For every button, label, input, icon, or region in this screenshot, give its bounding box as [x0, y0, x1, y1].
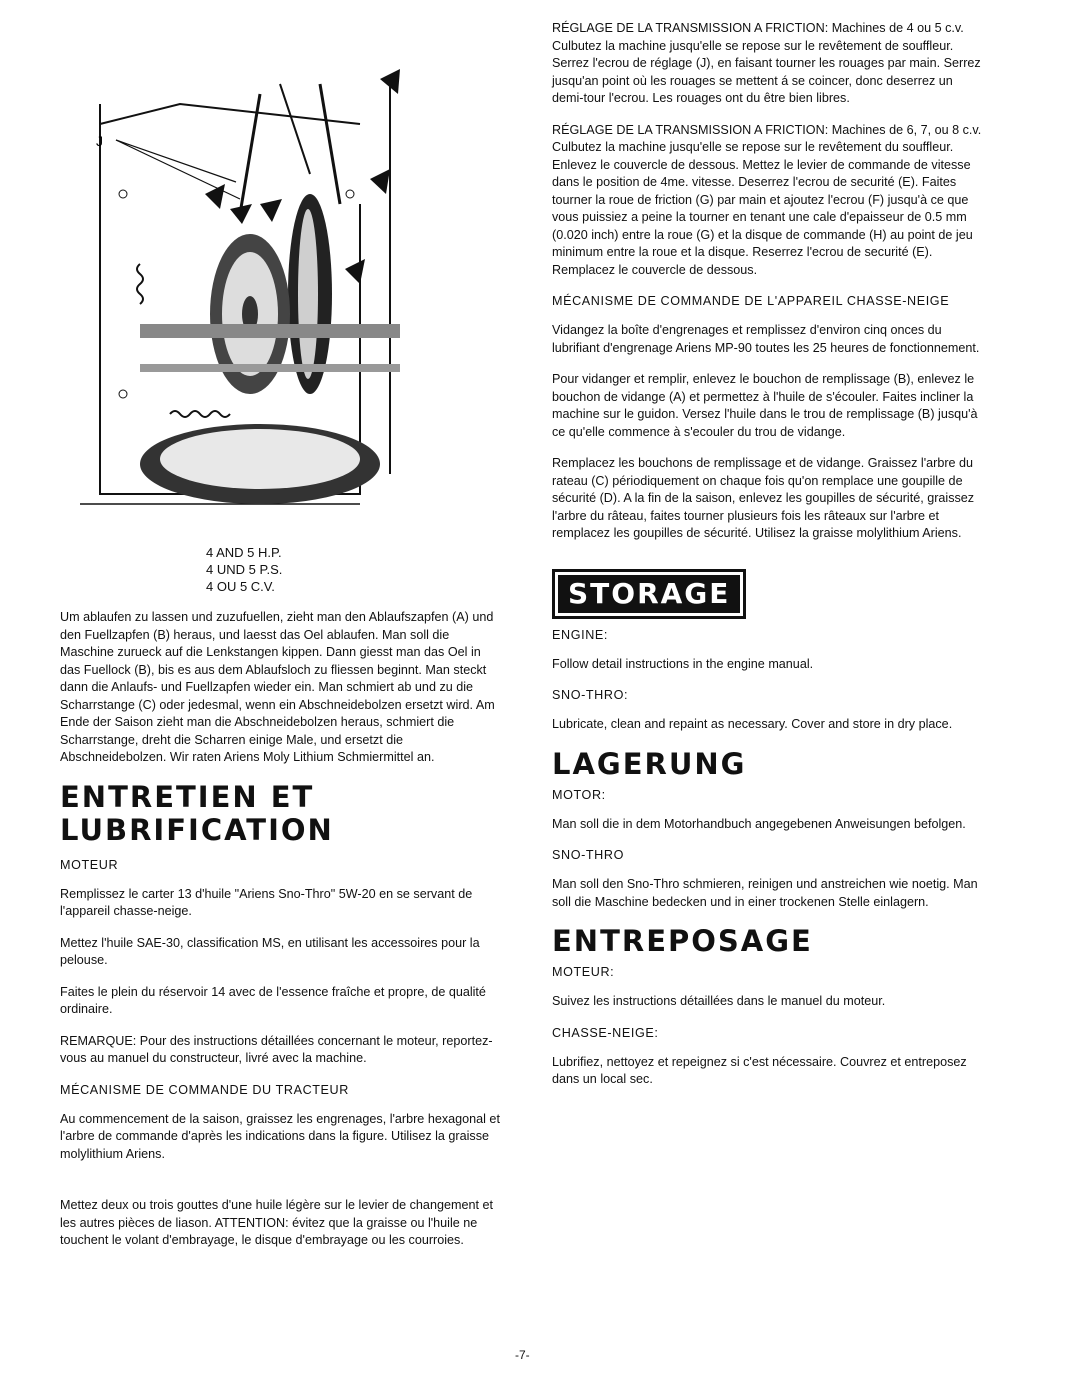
moteur-paragraph-1: Remplissez le carter 13 d'huile "Ariens Sno-Thro" 5W-20 en se servant de l'appareil chasse-neige.: [60, 886, 473, 918]
remarque-paragraph: REMARQUE: Pour des instructions détaillées concernant le moteur, reportez-vous au manuel du constructeur, livré avec la machine.: [60, 1033, 493, 1065]
lagerung-heading: LAGERUNG: [552, 746, 747, 781]
chasse-body: Lubrifiez, nettoyez et repeignez si c'est nécessaire. Couvrez et entreposez dans un local sec.: [552, 1054, 967, 1086]
snothro-label: SNO-THRO:: [552, 688, 629, 702]
figure-label-j: J: [96, 133, 103, 149]
caption-line-fr: 4 OU 5 C.V.: [206, 579, 275, 594]
motor-body: Man soll die in dem Motorhandbuch angegebenen Anweisungen befolgen.: [552, 816, 966, 831]
figure-caption: [206, 544, 500, 595]
transmission-illustration: [60, 64, 430, 534]
engine-body: Follow detail instructions in the engine manual.: [552, 656, 814, 671]
chasse-label: CHASSE-NEIGE:: [552, 1025, 659, 1040]
snothro-de-label: SNO-THRO: [552, 848, 624, 862]
tracteur-title: MÉCANISME DE COMMANDE DU TRACTEUR: [60, 1082, 349, 1097]
mecanisme-title: MÉCANISME DE COMMANDE DE L'APPAREIL CHASSE-NEIGE: [552, 294, 950, 308]
reglage-1: [552, 20, 982, 108]
tracteur-paragraph-2: Mettez deux ou trois gouttes d'une huile légère sur le levier de changement et les autres pièces de liason. ATTENTION: évitez que la graisse ou l'huile ne touchent le volant d'embrayage, le disque d'embrayage ou les courroies.: [60, 1198, 493, 1247]
right-column: [552, 20, 982, 1103]
mecanisme-paragraph-1: Vidangez la boîte d'engrenages et remplissez d'environ cinq onces du lubrifiant d'engrenage Ariens MP-90 toutes les 25 heures de fonctionnement.: [552, 323, 980, 355]
entretien-heading: [60, 781, 500, 847]
caption-line-de: 4 UND 5 P.S.: [206, 562, 283, 577]
snothro-body: Lubricate, clean and repaint as necessary. Cover and store in dry place.: [552, 717, 953, 731]
tracteur-paragraph-1: Au commencement de la saison, graissez les engrenages, l'arbre hexagonal et l'arbre de commande d'après les indications dans la figure. Utilisez la graisse molylithium Ariens.: [60, 1111, 500, 1161]
transmission-drawing: [60, 64, 430, 534]
caption-line-en: 4 AND 5 H.P.: [206, 545, 282, 560]
moteur-storage-label: MOTEUR:: [552, 965, 615, 979]
reglage-2-body: Machines de 6, 7, ou 8 c.v. Culbutez la machine jusqu'elle se repose sur le revêtement du souffleur. Enlevez le couvercle de dessous. Mettez le levier de commande de vitesse dans le position de 4me. vitesse. Deserrez l'ecrou de securité (E). Faites tourner la roue de friction (G) par main et ajoutez l'ecrou (F) jusqu'à ce que vous puissiez a peine la tourner en tenant une cale d'epaisseur de 0.5 mm (0.020 inch) entre la roue (G) et la disque de commande (H) au point de jeu minimum entre la roue et la disque. Reserrez l'ecrou de securité (E). Remplacez le couvercle de dessous.: [552, 122, 982, 277]
left-column: [60, 20, 500, 1264]
moteur-paragraph-3: Faites le plein du réservoir 14 avec de l'essence fraîche et propre, de qualité ordinaire.: [60, 984, 486, 1016]
heading-line-1: ENTRETIEN ET: [60, 779, 315, 814]
engine-label: ENGINE:: [552, 627, 608, 642]
storage-heading-box: [552, 569, 746, 619]
page-number: -7-: [515, 1348, 530, 1362]
storage-heading: STORAGE: [558, 575, 740, 613]
reglage-1-title: RÉGLAGE DE LA TRANSMISSION A FRICTION:: [552, 21, 829, 35]
heading-line-2: LUBRIFICATION: [60, 812, 334, 847]
german-oil-paragraph: Um ablaufen zu lassen und zuzufuellen, zieht man den Ablaufszapfen (A) und den Fuellzapfen (B) heraus, und laesst das Oel ablaufen. Man soll die Maschine zurueck auf die Lenkstangen kippen. Dann giesst man das Oel in das Fuellock (B), bis es aus dem Ablaufsloch zu fliessen beginnt. Man steckt dann die Anlaufs- und Fuellzapfen wieder ein. Man schmiert ab und zu die Scharrstange (C) oder jedesmal, wenn ein Abschneidebolzen ersetzt wird. Am Ende der Saison zieht man die Abschneidebolzen heraus, schmiert die Scharrstange, dreht die Scharren einige Male, und ersetzt die Abschneidebolzen. Wir raten Ariens Moly Lithium Schmiermittel an.: [60, 610, 495, 764]
reglage-2: [552, 122, 982, 280]
moteur-label: MOTEUR: [60, 857, 119, 872]
reglage-2-title: RÉGLAGE DE LA TRANSMISSION A FRICTION:: [552, 122, 829, 137]
snothro-de-body: Man soll den Sno-Thro schmieren, reinigen und anstreichen wie noetig. Man soll die Maschine bedecken und in einer trockenen Stelle einlagern.: [552, 877, 978, 909]
reglage-1-body: Machines de 4 ou 5 c.v. Culbutez la machine jusqu'elle se repose sur le revêtement de souffleur. Serrez l'ecrou de réglage (J), en faisant tourner les rouages par main. Serrez jusqu'an point où les rouages se mettent á se coincer, donc deserrez un demi-tour l'ecrou. Les rouages ont du être bien libres.: [552, 21, 981, 105]
entreposage-heading: ENTREPOSAGE: [552, 924, 813, 958]
mecanisme-paragraph-2: Pour vidanger et remplir, enlevez le bouchon de remplissage (B), enlevez le bouchon de vidange (A) et permettez à l'huile de s'écouler. Faites incliner la machine sur le guidon. Versez l'huile dans le trou de remplissage (B) jusqu'à ce qu'elle commence à s'ecouler du trou de vidange.: [552, 372, 978, 439]
motor-label: MOTOR:: [552, 787, 606, 802]
moteur-storage-body: Suivez les instructions détaillées dans le manuel du moteur.: [552, 994, 886, 1008]
mecanisme-paragraph-3: Remplacez les bouchons de remplissage et de vidange. Graissez l'arbre du rateau (C) périodiquement on chaque fois qu'on remplace une goupille de sécurité (D). A la fin de la saison, enlevez les goupilles de sécurité, graissez l'arbre du râteau, faites tourner plusieurs fois les râteaux sur l'arbre et remplacez les goupilles de sécurité. Utilisez la graisse molylithium Ariens.: [552, 456, 975, 540]
moteur-paragraph-2: Mettez l'huile SAE-30, classification MS, en utilisant les accessoires pour la pelouse.: [60, 935, 480, 967]
